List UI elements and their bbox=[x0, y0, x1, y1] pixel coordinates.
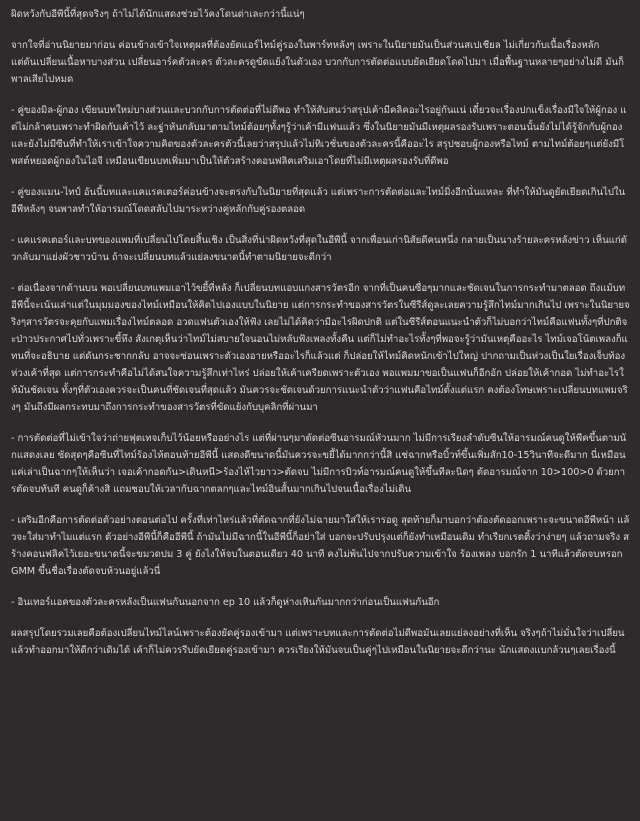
paragraph-gap bbox=[11, 416, 630, 430]
point-pam-character: - แคแรคเตอร์และบทของแพมที่เปลี่ยนไปโดยสิ้นเชิง เป็นสิ่งที่น่าผิดหวังที่สุดในอีพีนี้ จากเพื่อนเก่านิสัยดีคนหนึ่ง กลายเป็นนางร้ายละครหลังข่าว เห็นแก่ตัวกลับมาแย่งผัวชาวบ้าน ถ้าจะเปลี่ยนบทแล้วแย่ลงขนาดนี้ทำตามนิยายจะดีกว่า bbox=[11, 235, 627, 263]
paragraph-gap bbox=[11, 498, 630, 512]
point-editing: - การตัดต่อที่ไม่เข้าใจว่าถ่ายฟุตเทจเก็บไว้น้อยหรืออย่างไร แต่ที่ผ่านๆมาตัดต่อซีนอารมณ์หัวนมาก ไม่มีการเรียงลำดับซีนให้อารมณ์คนดูให้พีคขึ้นตามนักแสดงเลย ซัดสุดๆคือซีนที่ไทม์ร้องไห้ตอนท้ายอีพีนี้ แสดงดีขนาดนี้มันควรจะขยี้ได้มากกว่านี้สิ แช่ฉากหรือบิ้วท์ขึ้นเพิ่มสัก10-15วินาทีจะดีมาก นี่เหมือนแค่เล่าเป็นฉากๆให้เห็นว่า เจอเค้ากอดกัน>เดินหนี>ร้องไห้ไวยาว>ตัดจบ ไม่มีการบิวท์อารมณ์คนดูให้ขึ้นทีละนิดๆ ตัดอารมณ์จาก 10>100>0 ด้วยการตัดจบทันที คนดูก็ค้างสิ แถมชอบให้เวลากับฉากตลกๆและไทม์อินสั้นมากเกินไปจนเนื้อเรื่องไม่เดิน bbox=[11, 433, 627, 495]
paragraph-gap bbox=[11, 266, 630, 280]
point-man-type: - คู่ของแมน-ไทป์ อันนี้บทและแคแรคเตอร์ค่อนข้างจะตรงกับในนิยายที่สุดแล้ว แต่เพราะการตัดต่อและไทม์มิ่งอีกนั่นแหละ ที่ทำให้มันดูยัดเยียดเกินไปในอีพีหลังๆ จนพาลทำให้อารมณ์โดดสลับไปมาระหว่างคู่หลักกับคู่รองตลอด bbox=[11, 187, 626, 215]
point-inspector-character: - ต่อเนื่องจากด้านบน พอเปลี่ยนบทแพมเอาไว้ขยี้ที่หลัง ก็เปลี่ยนบทแอบแกงสารวัตรอีก จากที่เป็นคนซื่อๆมากและชัดเจนในการกระทำมาตลอด ถึงแม้บทอีพีนี้จะเน้นเล่าแต่ในมุมมองของไทม์เหมือนให้คิดไปเองแบบในนิยาย แต่การกระทำของสารวัตรในซีรีส์ดูละเลยความรู้สึกไทม์มากเกินไป เพราะในนิยายจริงๆสารวัตรจะคุยกับแพมเรื่องไทม์ตลอด อวดแฟนตัวเองให้ฟัง เลยไม่ได้คิดว่ามีอะไรผิดปกติ แต่ในซีรีส์ตอนแนะนำตัวก็ไม่บอกว่าไทม์คือแฟนทั้งๆที่ปกติจะป่าวประกาศไปทั่วเพราะขี้หึง สังเกตุเห็นว่าไทม์ไม่สบายใจนอนไม่หลับฟังเพลงทั้งคืน แต่ก็ไม่ทำอะไรทั้งๆที่พอจะรู้ว่ามันเหตุคืออะไร ไทม์เจอโน้ตเพลงก็แทนที่จะอธิบาย แต่ดันกระชากกลับ อาจจะซ่อนเพราะตัวเองอายหรืออะไรก็แล้วแต่ ก็ปล่อยให้ไทม์คิดหนักเข้าไปใหญ่ ปากถามเป็นห่วงเป็นใยเรื่องเจ็บท้อง ห่วงเค้าที่สุด แต่การกระทำคือไม่ได้สนใจความรู้สึกเท่าไหร่ ปล่อยให้เค้าเครียดเพราะตัวเอง พอแพมมาขอเป็นแฟนก็อีกอัก ปล่อยให้เค้ากอด ไม่ทำอะไรให้มันชัดเจน ทั้งๆที่ตัวเองควรจะเป็นคนที่ชัดเจนที่สุดแล้ว มันควรจะชัดเจนด้วยการแนะนำตัวว่าแฟนคือไทม์ตั้งแต่แรก คงต้องโทษเพราะเปลี่ยนบทแพมจริงๆ มันถึงมีผลกระทบมาถึงการกระทำของสารวัตรที่ขัดแย้งกับบุคลิกที่ผ่านมา bbox=[11, 283, 630, 413]
point-interaction: - อินเทอร์แอคของตัวละครหลังเป็นแฟนกันนอกจาก ep 10 แล้วก็ดูห่างเหินกันมากกว่าก่อนเป็นแฟนกันอีก bbox=[11, 597, 440, 608]
paragraph-gap bbox=[11, 23, 630, 37]
paragraph-gap bbox=[11, 88, 630, 102]
review-intro: ผิดหวังกับอีพีนี้ที่สุดจริงๆ ถ้าไม่ได้นักแสดงช่วยไว้คงโดนด่าเละกว่านี้แน่ๆ bbox=[11, 9, 305, 20]
point-trailer: - เสริมอีกคือการตัดต่อตัวอย่างตอนต่อไป ครั้งที่เท่าไหร่แล้วที่ตัดฉากที่ยังไม่ฉายมาใส่ให้เรารอดู สุดท้ายก็มาบอกว่าต้องตัดออกเพราะจะขนาดอีพีหน้า แล้วจะใส่มาทำไมแต่แรก ตัวอย่างอีพีนี้ก็คืออีพีนี้ ถ้ามันไม่มีฉากนี้ในอีพีนี้ก็อย่าใส่ บอกจะปรับปรุงแต่ก็ยังทำเหมือนเดิม ทำเรียกเรตติ้งว่าง่ายๆ แล้วถามจริง สร้างคอนฟลิคไว้เยอะขนาดนี้จะขมวดปม 3 คู่ ยังไงให้จบในตอนเดียว 40 นาที คงไม่พ้นไปจากปรับความเข้าใจ ร้องเพลง บอกรัก 1 นาทีแล้วตัดจบหรอก GMM ขึ้นชื่อเรื่องตัดจบห้วนอยู่แล้วนี่ bbox=[11, 515, 630, 577]
paragraph-gap bbox=[11, 170, 630, 184]
review-context-paragraph: จากใจที่อ่านนิยายมาก่อน ค่อนข้างเข้าใจเหตุผลที่ต้องยัดแอร์ไทม์คู่รองในพาร์ทหลังๆ เพราะในนิยายมันเป็นส่วนสเปเชียล ไม่เกี่ยวกับเนื้อเรื่องหลัก แต่ดันเปลี่ยนเนื้อหาบางส่วน เปลี่ยนอาร์คตัวละคร ตัวละครดูขัดแย้งในตัวเอง บวกกับการตัดต่อแบบยัดเยียดโดดไปมา เมื่อพื้นฐานหลายๆอย่างไม่ดี มันก็พาลเสียไปหมด bbox=[11, 40, 624, 85]
paragraph-gap bbox=[11, 611, 630, 625]
point-mil-pookong: - คู่ของมิล-ผู้กอง เขียนบทใหม่บางส่วนและบวกกับการตัดต่อที่ไม่ดีพอ ทำให้สับสนว่าสรุปเค้ามีคลิคอะไรอยู่กันแน่ เดี๋ยวจะเรื่องปกแข็งเรื่องมีใจให้ผู้กอง แต่ไม่กล้าคบเพราะทำผิดกับเค้าไว้ ละฐ่าหันกลับมาตามไทม์ต้อยๆทั้งๆรู้ว่าเค้ามีแฟนแล้ว ซึ่งในนิยายมันมีเหตุผลรองรับเพราะตอนนั้นยังไม่ได้รู้จักกับผู้กอง และยังไม่มีซีนที่ทำให้เราเข้าใจความคิดของตัวละครตัวนี้เลยว่าสรุปแล้วไม่ทิเวชั่นของตัวละครนี้คืออะไร สรุปชอบผู้กองหรือไทม์ ตามไทม์ต้อยๆแต่ยังมีโพสต์หยอดผู้กองในไอจี เหมือนเขียนบทเพิ่มมาเป็นให้ตัวสร้างคอนฟลิคเสริมเอาโดยที่ไม่มีเหตุผลรองรับที่ดีพอ bbox=[11, 105, 627, 167]
paragraph-gap bbox=[11, 580, 630, 594]
review-conclusion: ผลสรุปโดยรวมเลยคือต้องเปลี่ยนไทม์ไลน์เพราะต้องยัดคู่รองเข้ามา แต่เพราะบทและการตัดต่อไม่ดีพอมันเลยแย่ลงอย่างที่เห็น จริงๆถ้าไม่มั่นใจว่าเปลี่ยนแล้วทำออกมาให้ดีกว่าเดิมได้ เค้าก็ไม่ควรรีบยัดเยียดคู่รองเข้ามา ควรเรียงให้มันจบเป็นคู่ๆไปเหมือนในนิยายจะดีกว่านะ นักแสดงแบกล้วนๆเลยเรื่องนี้ bbox=[11, 628, 625, 656]
paragraph-gap bbox=[11, 218, 630, 232]
